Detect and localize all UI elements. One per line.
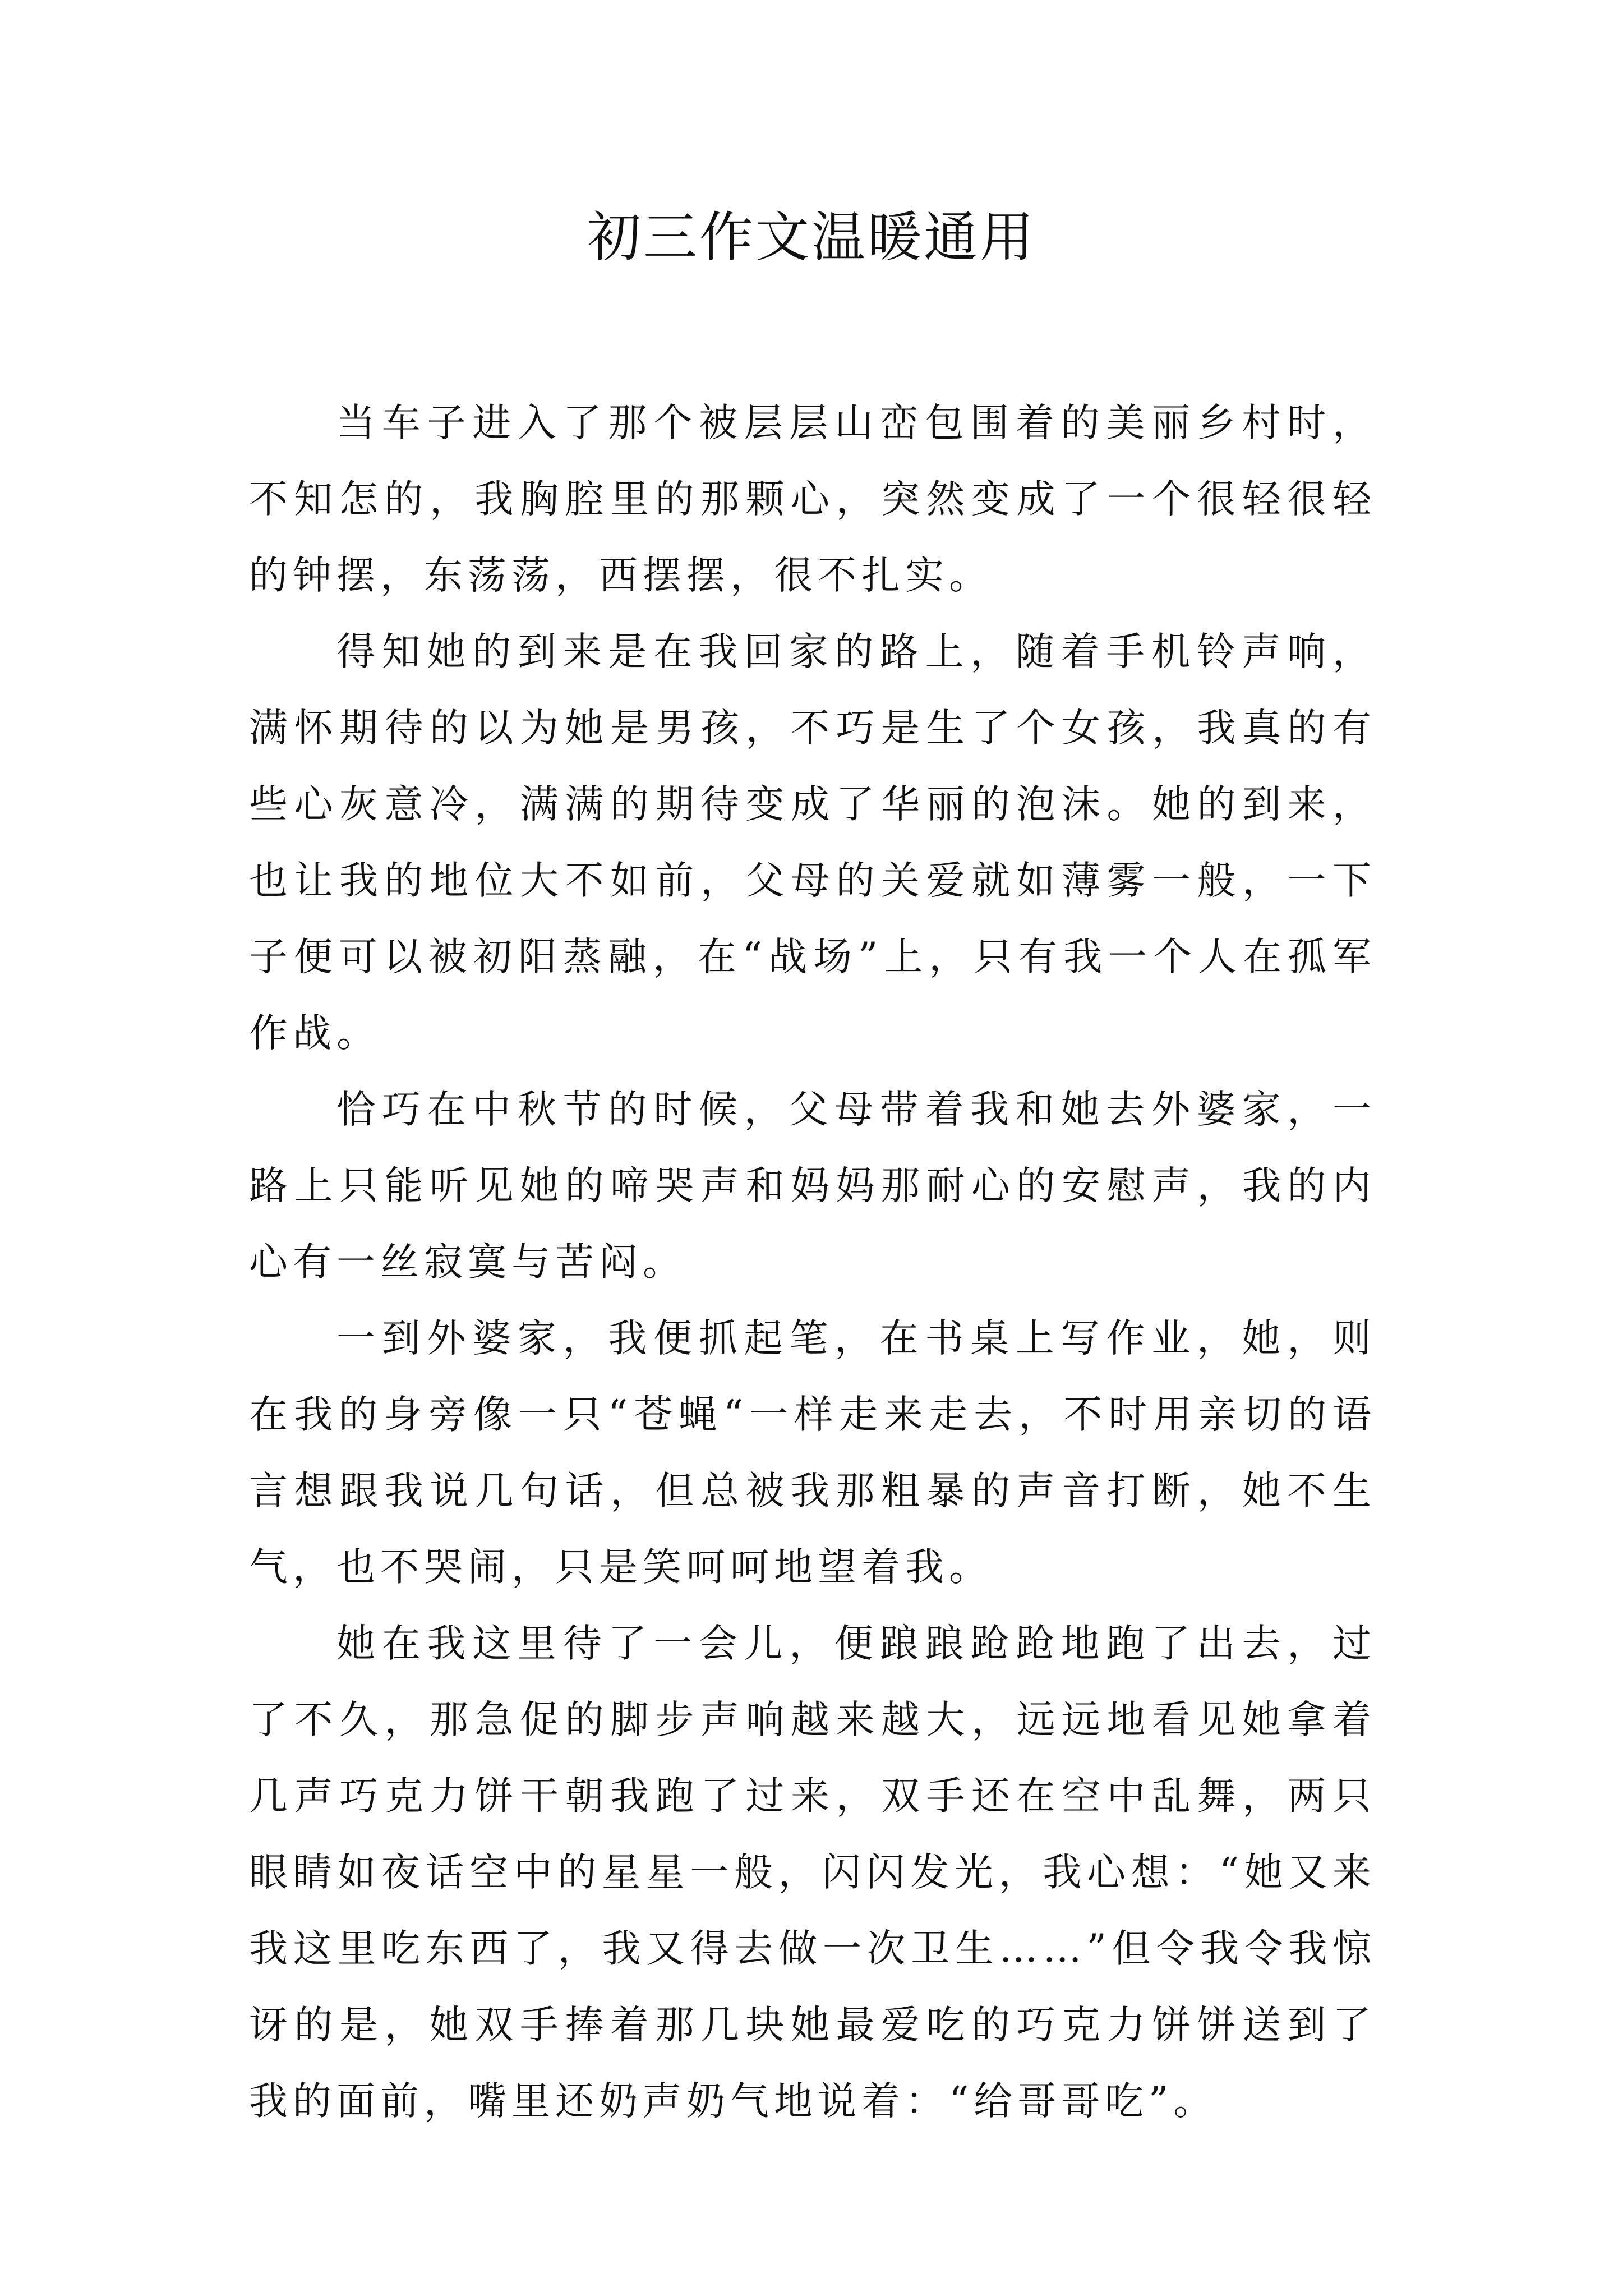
- paragraph: 恰巧在中秋节的时候，父母带着我和她去外婆家，一路上只能听见她的啼哭声和妈妈那耐心的安慰声，我的内心有一丝寂寞与苦闷。: [249, 1087, 1376, 1285]
- paragraph: 得知她的到来是在我回家的路上，随着手机铃声响，满怀期待的以为她是男孩，不巧是生了个女孩，我真的有些心灰意冷，满满的期待变成了华丽的泡沫。她的到来，也让我的地位大不如前，父母的关爱就如薄雾一般，一下子便可以被初阳蒸融，在“战场”上，只有我一个人在孤军作战。: [249, 629, 1376, 1056]
- document-body: [249, 385, 1376, 2139]
- document-title: 初三作文温暖通用: [587, 206, 1036, 269]
- paragraph: 一到外婆家，我便抓起笔，在书桌上写作业，她，则在我的身旁像一只“苍蝇“一样走来走去，不时用亲切的语言想跟我说几句话，但总被我那粗暴的声音打断，她不生气，也不哭闹，只是笑呵呵地望着我。: [249, 1316, 1376, 1590]
- paragraph: 当车子进入了那个被层层山峦包围着的美丽乡村时，不知怎的，我胸腔里的那颗心，突然变成了一个很轻很轻的钟摆，东荡荡，西摆摆，很不扎实。: [249, 401, 1376, 598]
- paragraph: 她在我这里待了一会儿，便踉踉跄跄地跑了出去，过了不久，那急促的脚步声响越来越大，远远地看见她拿着几声巧克力饼干朝我跑了过来，双手还在空中乱舞，两只眼睛如夜话空中的星星一般，闪闪发光，我心想：“她又来我这里吃东西了，我又得去做一次卫生……”但令我令我惊讶的是，她双手捧着那几块她最爱吃的巧克力饼饼送到了我的面前，嘴里还奶声奶气地说着：“给哥哥吃”。: [249, 1621, 1376, 2124]
